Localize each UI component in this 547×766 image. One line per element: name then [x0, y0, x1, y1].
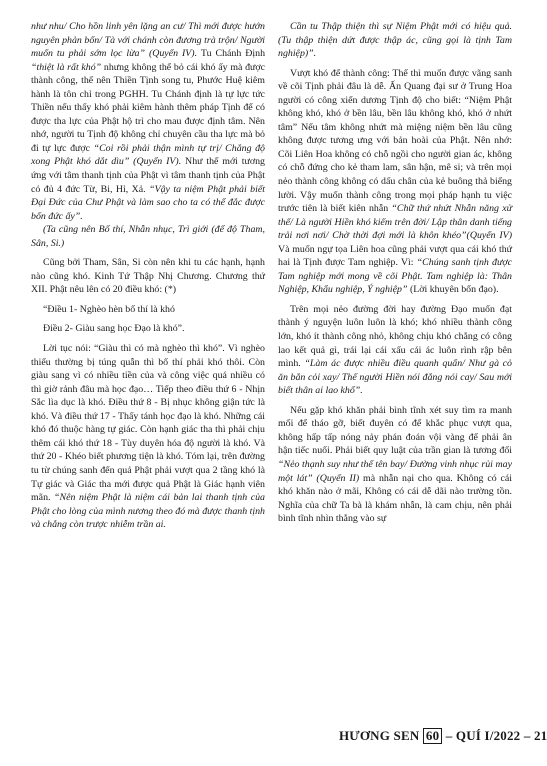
paragraph: như nhu/ Cho hồn linh yên lặng an cư/ Thì mới được hướn nguyên phản bổn/ Tà với chánh còn đương trà trộn/ Người muốn tu phải sớm lọc lừa” (Quyển IV). Tu Chánh Định “thiệt là rất khó” nhưng không thể bỏ cái khó ấy mà được thành công, thế nên Thiền Tịnh song tu, Phước Huệ kiêm hành là tôn chỉ trong PGHH. Tu Chánh định là tự lực tức Thiền nếu thấy khó phải kiêm hành thêm pháp Tịnh để có được tha lực của Phật hộ trì cho mau được định tâm. Nên nhớ, người tu Tịnh độ không chỉ chuyên cầu tha lực mà bỏ đi tự lực được “Coi rồi phải thận mình tự trị/ Chẳng độ xong Phật khó dắt dìu” (Quyển IV). Như thế mới tương ứng với tâm thanh tịnh của Phật vì tâm thanh tịnh của Phật có đủ 4 đức Từ, Bi, Hỉ, Xả. “Vậy ta niệm Phật phải biết Đại Đức của Chư Phật và làm sao cho ta có thể đắc được bốn đức ấy”.: [31, 21, 266, 222]
paragraph: (Ta cũng nên Bố thí, Nhẫn nhục, Trì giới (để độ Tham, Sân, Si.): [31, 224, 265, 249]
paragraph: Lời tục nói: “Giàu thì có mà nghèo thì khó”. Vì nghèo thiếu thường bị túng quẫn thì bố thí phải khó thôi. Còn giàu sang vì có nhiều tiền của và công việc quá nhiều có thì giờ rảnh đâu mà học đạo… Tiếp theo điều thứ 6 - Nhịn Sắc lìa dục là khó. Điều thứ 8 - Bị nhục không giận tức là khó. Và điều thứ 17 - Thấy tánh học đạo là khó. Những cái khó đó thuộc hàng tự giác. Còn hạnh giác tha thì phải chịu thêm cái khó thứ 18 - Tùy duyên hóa độ người là khó. Và thứ 20 - Khéo biết phương tiện là khó. Tóm lại, trên đường tu từ chúng sanh đến quả Phật phải vượt qua 2 tầng khó là Tự giác và Giác tha mới được quả Phật là Giác hạnh viên mãn. “Nên niệm Phật là niệm cái bản lai thanh tịnh của Phật cho lòng của mình nương theo đó mà được thanh tịnh và chẳng còn trược nhiễm trần ai.: [31, 343, 265, 531]
paragraph: “Điều 1- Nghèo hèn bố thí là khó: [43, 303, 175, 315]
right-column: [278, 20, 512, 526]
issue-period: – QUÍ I/2022 –: [445, 728, 531, 743]
paragraph: Nếu gặp khó khăn phải bình tĩnh xét suy tìm ra manh mối để tháo gỡ, biết đuyên có để khắc phục vượt qua, không hấp tấp nóng nảy phán đoán vội vàng để phải ân hận tiếc nuối. Phải biết quy luật của trần gian là tương đối “Nẻo thạnh suy như thể tên bay/ Đường vinh nhục rủi may một lát” (Quyển II) mà nhẫn nại cho qua. Không có cái khó khăn nào ở mãi, Không có cái dễ dãi nào trường tồn. Nghĩa của chữ Ta bà là khám nhẫn, là cam chịu, nên phải bình tĩnh nhìn thẳng vào sự: [278, 404, 512, 525]
issue-number: 60: [423, 728, 442, 744]
left-column: [31, 20, 265, 532]
paragraph: Cần tu Thập thiện thì sự Niệm Phật mới có hiệu quả. (Tu thập thiện dứt được thập ác, cũng gọi là tịnh Tam nghiệp)”.: [278, 21, 512, 60]
page-number: 21: [533, 728, 547, 743]
paragraph: Vượt khó để thành công: Thế thì muốn được vãng sanh về cõi Tịnh phải đâu là dễ. Ấn Quang đại sư ở Trung Hoa người có công xiển dương Tịnh độ cho biết: “Niệm Phật không khó, khó ở bền lâu, bền lâu không khó, khó ở nhứt tâm” Nếu tâm không nhứt mà miệng niệm bền lâu cũng không được tương ưng với bản hoài của Phật. Nên nhớ: Cõi Liên Hoa không có chỗ ngồi cho người gian ác, không có chỗ đứng cho kẻ tham lam, sân hận, mê si; và trên mọi nẻo thành công không có dấu chân của kẻ buông thả biếng lười. Vậy muốn thành công trong mọi pháp hạnh tu việc trước tiên là biết kiên nhẫn “Chữ thứ nhứt Nhẫn năng xử thế/ Là người Hiền khó kiếm trên đời/ Lập thân danh tiếng trải nơi nơi/ Chờ thời đợi mới là khôn khéo”(Quyển IV) Và muốn ngự tọa Liên hoa cũng phải vượt qua cái khó thứ hai là Tịnh được Tam nghiệp. Vì: “Chúng sanh tịnh được Tam nghiệp mới mong về cõi Phật. Tam nghiệp là: Thân Nghiệp, Khẩu nghiệp, Ý nghiệp” (Lời khuyên bổn đạo).: [278, 67, 512, 296]
page-footer: [339, 728, 547, 744]
paragraph: Cũng bởi Tham, Sân, Si còn nên khi tu các hạnh, hạnh nào cũng khó. Kinh Tứ Thập Nhị Chương. Chương thứ XII. Phật nêu lên có 20 điều khó: (*): [31, 257, 265, 296]
magazine-name: HƯƠNG SEN: [339, 728, 420, 743]
paragraph: Trên mọi nẻo đường đời hay đường Đạo muốn đạt thành ý nguyện luôn luôn là khó; khó nhiều thành công lớn, khó ít thành công nhỏ, không chịu khó chẳng có công lao kết quả gì, trái lại cái xấu cái ác luôn rình rập bên mình. “Làm ác được nhiều điều quanh quẩn/ Như gà cỏ ăn bắn cỏi xay/ Thế người Hiền nói đắng nói cay/ Sau mới biết thân ai lao khổ”.: [278, 303, 512, 397]
paragraph: Điều 2- Giàu sang học Đạo là khó”.: [43, 323, 185, 335]
